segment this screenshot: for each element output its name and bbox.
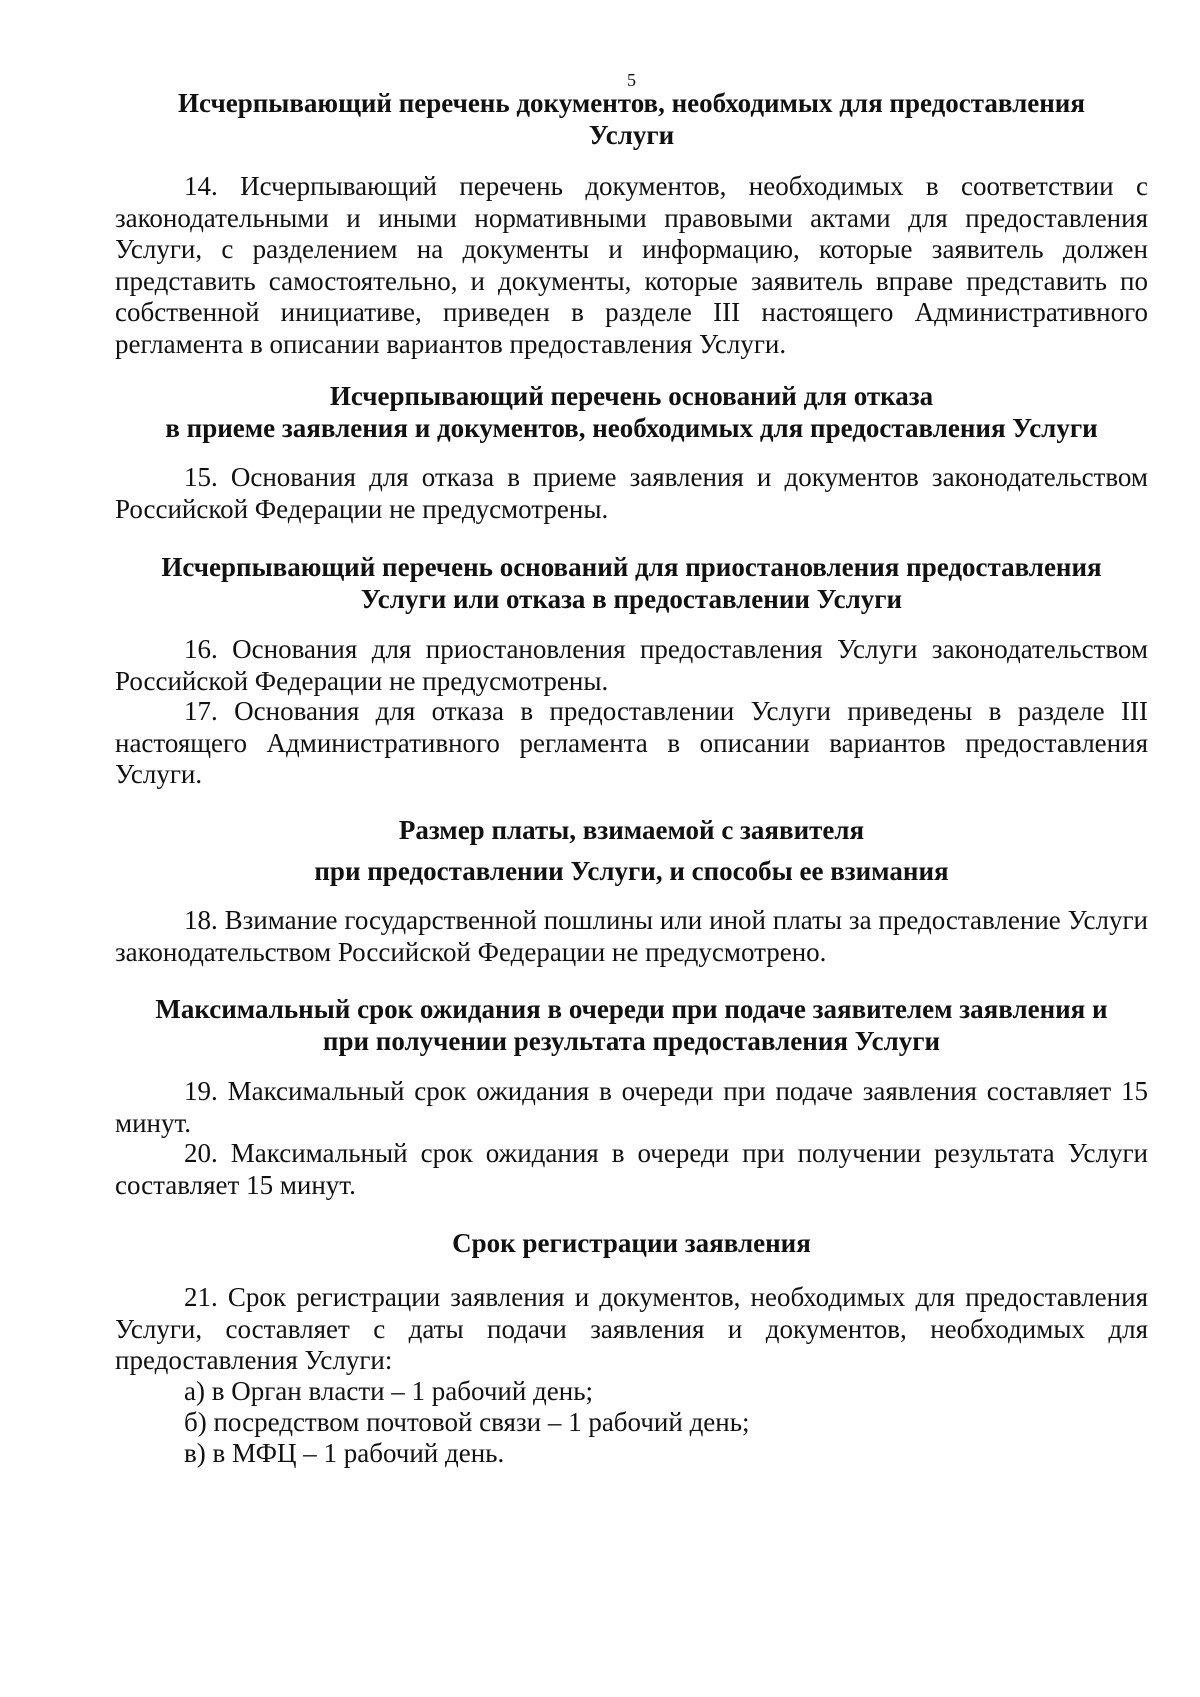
list-item: а) в Орган власти – 1 рабочий день;: [184, 1376, 594, 1406]
section-heading: Исчерпывающий перечень документов, необходимых для предоставления Услуги: [178, 88, 1085, 150]
section-heading: Исчерпывающий перечень оснований для приостановления предоставления Услуги или отказа в предоставлении Услуги: [161, 552, 1102, 614]
list-item: в) в МФЦ – 1 рабочий день.: [184, 1438, 505, 1468]
paragraph-14: 14. Исчерпывающий перечень документов, необходимых в соответствии с законодательными и иными нормативными правовыми актами для предоставления Услуги, с разделением на документы и информацию, которые заявитель должен представить самостоятельно, и документы, которые заявитель вправе представить по собственной инициативе, приведен в разделе III настоящего Административного регламента в описании вариантов предоставления Услуги.: [115, 171, 1148, 359]
page-number: 5: [627, 70, 636, 90]
paragraph-16: 16. Основания для приостановления предоставления Услуги законодательством Российской Федерации не предусмотрены.: [115, 634, 1148, 696]
list-item: б) посредством почтовой связи – 1 рабочий день;: [184, 1407, 750, 1437]
paragraph-17: 17. Основания для отказа в предоставлении Услуги приведены в разделе III настоящего Административного регламента в описании вариантов предоставления Услуги.: [115, 696, 1148, 789]
section-heading: Исчерпывающий перечень оснований для отказа в приеме заявления и документов, необходимых для предоставления Услуги: [165, 381, 1098, 443]
section-heading: Срок регистрации заявления: [452, 1228, 811, 1258]
section-heading: Размер платы, взимаемой с заявителя при предоставлении Услуги, и способы ее взимания: [314, 815, 949, 886]
paragraph-18: 18. Взимание государственной пошлины или иной платы за предоставление Услуги законодательством Российской Федерации не предусмотрено.: [115, 905, 1148, 967]
paragraph-19: 19. Максимальный срок ожидания в очереди при подаче заявления составляет 15 минут.: [115, 1076, 1148, 1138]
paragraph-20: 20. Максимальный срок ожидания в очереди при получении результата Услуги составляет 15 минут.: [115, 1138, 1148, 1200]
paragraph-15: 15. Основания для отказа в приеме заявления и документов законодательством Российской Федерации не предусмотрены.: [115, 462, 1148, 524]
paragraph-21: 21. Срок регистрации заявления и документов, необходимых для предоставления Услуги, составляет с даты подачи заявления и документов, необходимых для предоставления Услуги:: [115, 1282, 1148, 1375]
section-heading: Максимальный срок ожидания в очереди при подаче заявителем заявления и при получении результата предоставления Услуги: [155, 994, 1108, 1056]
